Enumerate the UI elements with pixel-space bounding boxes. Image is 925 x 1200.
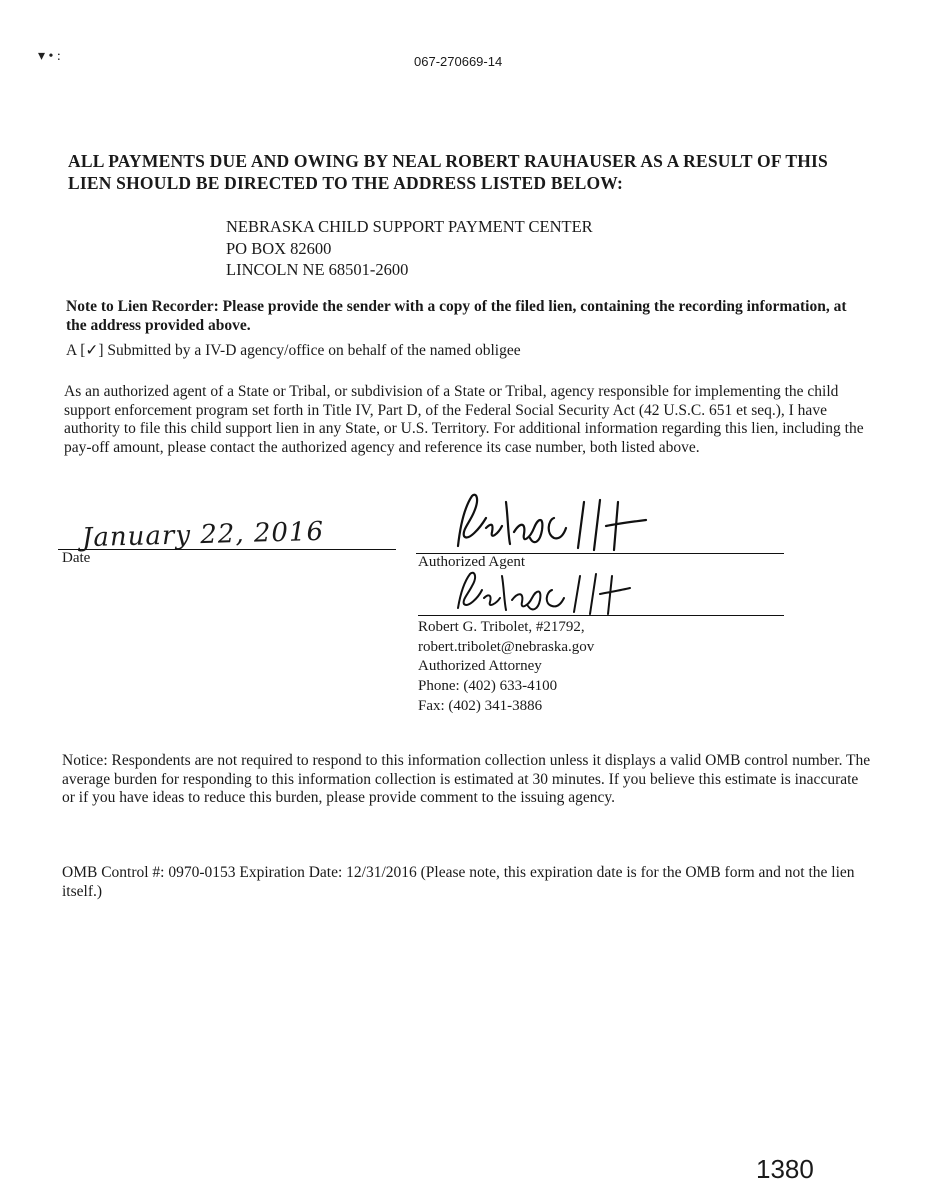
date-signature-line	[58, 548, 396, 550]
page-number: 1380	[756, 1154, 814, 1184]
attorney-signature	[452, 568, 632, 618]
ivd-checkbox-line: A [✓] Submitted by a IV-D agency/office on behalf of the named obligee	[66, 342, 521, 359]
address-line-1: NEBRASKA CHILD SUPPORT PAYMENT CENTER	[226, 217, 593, 236]
payment-address	[226, 216, 593, 281]
margin-marks: ▾ • :	[38, 49, 61, 64]
attorney-info	[418, 618, 594, 717]
attorney-signature-line	[418, 614, 784, 616]
attorney-email: robert.tribolet@nebraska.gov	[418, 638, 595, 655]
agent-signature	[450, 488, 650, 560]
payment-direction-title: ALL PAYMENTS DUE AND OWING BY NEAL ROBERT RAUHAUSER AS A RESULT OF THIS LIEN SHOULD BE DIRECTED TO THE ADDRESS LISTED BELOW:	[68, 151, 828, 193]
document-id: 067-270669-14	[414, 54, 503, 69]
address-line-3: LINCOLN NE 68501-2600	[226, 260, 409, 279]
attorney-fax: Fax: (402) 341-3886	[418, 697, 543, 714]
note-to-lien-recorder: Note to Lien Recorder: Please provide the sender with a copy of the filed lien, containing the recording information, at the address provided above.	[66, 298, 847, 334]
date-label: Date	[62, 550, 91, 566]
omb-notice: Notice: Respondents are not required to respond to this information collection unless it displays a valid OMB control number. The average burden for responding to this information collection is estimated at 30 minutes. If you believe this estimate is inaccurate or if you have ideas to reduce this burden, please provide comment to the issuing agency.	[62, 752, 871, 807]
attorney-role: Authorized Attorney	[418, 658, 542, 675]
agent-label: Authorized Agent	[418, 554, 526, 570]
attorney-name: Robert G. Tribolet, #21792,	[418, 619, 585, 635]
authority-paragraph: As an authorized agent of a State or Tribal, or subdivision of a State or Tribal, agency responsible for implementing the child support enforcement program set forth in Title IV, Part D, of the Federal Social Security Act (42 U.S.C. 651 et seq.), I have authority to file this child support lien in any State, or U.S. Territory. For additional information regarding this lien, including the pay-off amount, please contact the authorized agency and reference its case number, both listed above.	[64, 383, 864, 456]
attorney-phone: Phone: (402) 633-4100	[418, 678, 558, 695]
handwritten-date: January 22, 2016	[81, 516, 325, 554]
omb-control-line: OMB Control #: 0970-0153 Expiration Date: 12/31/2016 (Please note, this expiration date is for the OMB form and not the lien itself.)	[62, 864, 855, 900]
address-line-2: PO BOX 82600	[226, 238, 332, 258]
